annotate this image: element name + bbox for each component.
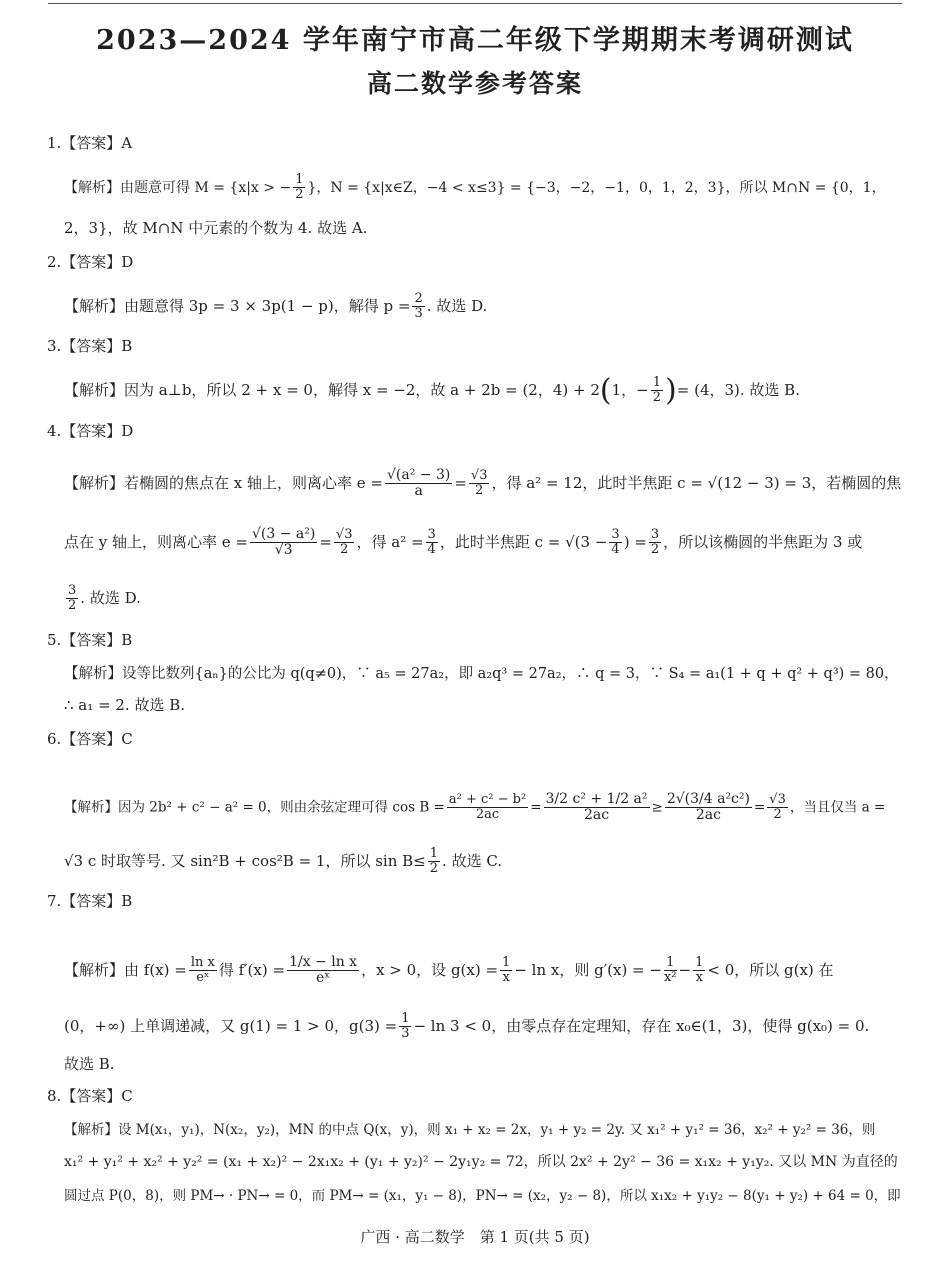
- q6-solution-line1: 【解析】因为 2b² + c² − a² = 0，则由余弦定理可得 cos B = $\frac{\text{a² + c² − b²}}{2ac}$ = $\frac{\text{3/2 c² + 1/2 a²}}{2ac}$ ≥ $\frac{\text{2√(3/4 a²c²)}}{2ac}$ = $\frac{√3}{2}$ ，当且仅当 a =: [64, 791, 886, 824]
- q7-solution-line2: (0，+∞) 上单调递减，又 g(1) = 1 > 0，g(3) = $\frac{1}{3}$ − ln 3 < 0，由零点存在定理知，存在 x₀∈(1，3)，使得 g(x₀) = 0.: [64, 1011, 870, 1042]
- q5-answer: 5.【答案】B: [47, 631, 133, 649]
- q8-solution-line3: 圆过点 P(0，8)，则 PM→ · PN→ = 0，而 PM→ = (x₁，y₁ − 8)，PN→ = (x₂，y₂ − 8)，所以 x₁x₂ + y₁y₂ − 8(y₁ + y₂) + 64 = 0，即: [64, 1188, 901, 1204]
- q2-answer: 2.【答案】D: [47, 253, 134, 271]
- q4-solution-line1: 【解析】若椭圆的焦点在 x 轴上，则离心率 e = $\frac{\text{√(a² − 3)}}{a}$ = $\frac{√3}{2}$ ，得 a² = 12，此时半焦距 c = √(12 − 3) = 3，若椭圆的焦: [64, 467, 902, 500]
- top-rule: [48, 3, 902, 4]
- q1-solution-line1: 【解析】由题意可得 M = {x|x > − $\frac{1}{2}$ }，N = {x|x∈Z，−4 < x≤3} = {−3，−2，−1，0，1，2，3}，所以 M∩N = {0，1，: [64, 172, 886, 203]
- q2-solution-line1: 【解析】由题意得 3p = 3 × 3p(1 − p)，解得 p = $\frac{2}{3}$ . 故选 D.: [64, 291, 488, 322]
- q7-solution-line3: 故选 B.: [64, 1055, 115, 1073]
- q3-solution-line1: 【解析】因为 a⊥b，所以 2 + x = 0，解得 x = −2，故 a + 2b = (2，4) + 2(1，− $\frac{1}{2}$ )= (4，3). 故选 B.: [64, 372, 800, 408]
- q7-answer: 7.【答案】B: [47, 892, 133, 910]
- q8-answer: 8.【答案】C: [47, 1087, 133, 1105]
- q8-solution-line2: x₁² + y₁² + x₂² + y₂² = (x₁ + x₂)² − 2x₁x₂ + (y₁ + y₂)² − 2y₁y₂ = 72，所以 2x² + 2y² − 36 = x₁x₂ + y₁y₂. 又以 MN 为直径的: [64, 1154, 898, 1170]
- q8-solution-line1: 【解析】设 M(x₁，y₁)，N(x₂，y₂)，MN 的中点 Q(x，y)，则 x₁ + x₂ = 2x，y₁ + y₂ = 2y. 又 x₁² + y₁² = 36，x₂² + y₂² = 36，则: [64, 1122, 876, 1138]
- page-subtitle: 高二数学参考答案: [366, 69, 583, 98]
- q4-solution-line2: 点在 y 轴上，则离心率 e = $\frac{\text{√(3 − a²)}}{√3}$ = $\frac{√3}{2}$ ，得 a² = $\frac{3}{4}$ ，此时半焦距 c = √(3 − $\frac{3}{4}$ ) = $\frac{3}{2}$ ，所以该椭圆的半焦距为 3 或: [64, 526, 863, 559]
- q5-solution-line1: 【解析】设等比数列{aₙ}的公比为 q(q≠0)，∵ a₅ = 27a₂，即 a₂q³ = 27a₂，∴ q = 3，∵ S₄ = a₁(1 + q + q² + q³) = 80，: [64, 666, 899, 682]
- q5-solution-line2: ∴ a₁ = 2. 故选 B.: [64, 696, 186, 714]
- q3-answer: 3.【答案】B: [47, 337, 133, 355]
- q6-answer: 6.【答案】C: [47, 730, 133, 748]
- q4-solution-line3: $\frac{3}{2}$ . 故选 D.: [68, 583, 141, 614]
- q1-answer: 1.【答案】A: [47, 134, 133, 152]
- q6-solution-line2: √3 c 时取等号. 又 sin²B + cos²B = 1，所以 sin B≤ $\frac{1}{2}$ . 故选 C.: [64, 846, 503, 877]
- q4-answer: 4.【答案】D: [47, 422, 134, 440]
- page-footer: 广西 · 高二数学 第 1 页(共 5 页): [360, 1228, 590, 1246]
- q7-solution-line1: 【解析】由 f(x) = $\frac{\text{ln x}}{\text{eˣ}}$ 得 f′(x) = $\frac{\text{1/x − ln x}}{\text{eˣ}}$ ，x > 0，设 g(x) = $\frac{1}{x}$ − ln x，则 g′(x) = − $\frac{1}{\text{x²}}$ − $\frac{1}{x}$ < 0，所以 g(x) 在: [64, 954, 834, 987]
- page-title: 2023—2024 学年南宁市高二年级下学期期末考调研测试: [96, 25, 854, 56]
- q1-solution-line2: 2，3}，故 M∩N 中元素的个数为 4. 故选 A.: [64, 219, 368, 237]
